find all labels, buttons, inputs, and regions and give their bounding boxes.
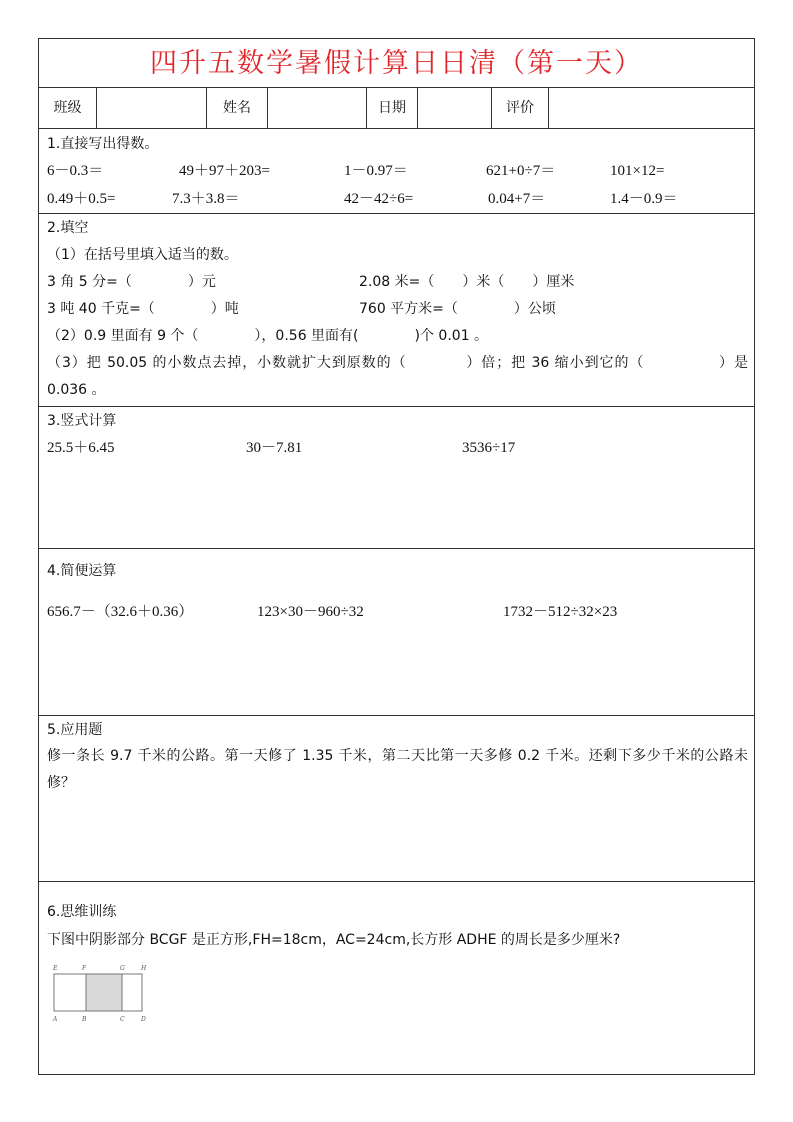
problem: 621+0÷7＝ xyxy=(486,163,556,179)
problem: 42－42÷6= xyxy=(344,191,414,207)
label-c: C xyxy=(120,1016,125,1023)
problem: 49＋97＋203= xyxy=(179,163,270,179)
eval-label: 评价 xyxy=(492,88,549,128)
label-g: G xyxy=(120,965,125,972)
problem: 123×30－960÷32 xyxy=(257,604,364,620)
name-label: 姓名 xyxy=(207,88,268,128)
class-label: 班级 xyxy=(39,88,97,128)
section-direct-answers xyxy=(39,129,754,214)
eval-field[interactable] xyxy=(549,88,756,128)
date-label: 日期 xyxy=(367,88,418,128)
question-text: （2）0.9 里面有 9 个（ ），0.56 里面有( )个 0.01 。 xyxy=(47,328,489,344)
section-simplified-calc xyxy=(39,549,754,716)
problem: 0.04+7＝ xyxy=(488,191,546,207)
label-e: E xyxy=(53,965,58,972)
question-text: 2.08 米=（ ）米（ ）厘米 xyxy=(359,274,575,290)
worksheet xyxy=(38,38,755,1075)
question-text: 3 吨 40 千克=（ ）吨 xyxy=(47,301,239,317)
question-text: 760 平方米=（ ）公顷 xyxy=(359,301,556,317)
problem: 6－0.3＝ xyxy=(47,163,104,179)
section-heading: 3.竖式计算 xyxy=(47,413,117,429)
label-f: F xyxy=(82,965,87,972)
section-heading: 1.直接写出得数。 xyxy=(47,136,159,152)
question-text: 下图中阴影部分 BCGF 是正方形,FH=18cm，AC=24cm,长方形 ADHE 的周长是多少厘米? xyxy=(47,932,621,948)
question-text: 修一条长 9.7 千米的公路。第一天修了 1.35 千米，第二天比第一天多修 0.2 千米。还剩下多少千米的公路未修？ xyxy=(47,748,748,791)
label-b: B xyxy=(82,1016,87,1023)
question-text: （1）在括号里填入适当的数。 xyxy=(47,247,238,263)
question-text: （3）把 50.05 的小数点去掉，小数就扩大到原数的（ ）倍；把 36 缩小到它的（ ）是 0.036 。 xyxy=(47,355,748,398)
section-heading: 4.简便运算 xyxy=(47,563,117,579)
section-heading: 5.应用题 xyxy=(47,722,103,738)
section-thinking-training xyxy=(39,882,754,1076)
label-h: H xyxy=(141,965,147,972)
date-field[interactable] xyxy=(418,88,492,128)
problem: 25.5＋6.45 xyxy=(47,440,115,456)
problem: 7.3＋3.8＝ xyxy=(172,191,240,207)
problem: 656.7－（32.6＋0.36） xyxy=(47,604,194,620)
problem: 30－7.81 xyxy=(246,440,303,456)
class-field[interactable] xyxy=(97,88,207,128)
section-heading: 2.填空 xyxy=(47,220,89,236)
problem: 101×12= xyxy=(610,163,665,179)
problem: 0.49＋0.5= xyxy=(47,191,116,207)
rectangle-figure xyxy=(49,964,149,1028)
info-row xyxy=(39,88,754,129)
question-text: 3 角 5 分=（ ）元 xyxy=(47,274,216,290)
section-word-problem xyxy=(39,716,754,882)
label-a: A xyxy=(53,1016,58,1023)
label-d: D xyxy=(141,1016,146,1023)
problem: 1732－512÷32×23 xyxy=(503,604,618,620)
page-title: 四升五数学暑假计算日日清（第一天） xyxy=(39,39,754,88)
section-heading: 6.思维训练 xyxy=(47,904,117,920)
problem: 1－0.97＝ xyxy=(344,163,408,179)
name-field[interactable] xyxy=(268,88,367,128)
section-vertical-calc xyxy=(39,407,754,549)
section-fill-blanks xyxy=(39,214,754,407)
problem: 1.4－0.9＝ xyxy=(610,191,678,207)
problem: 3536÷17 xyxy=(462,440,516,456)
